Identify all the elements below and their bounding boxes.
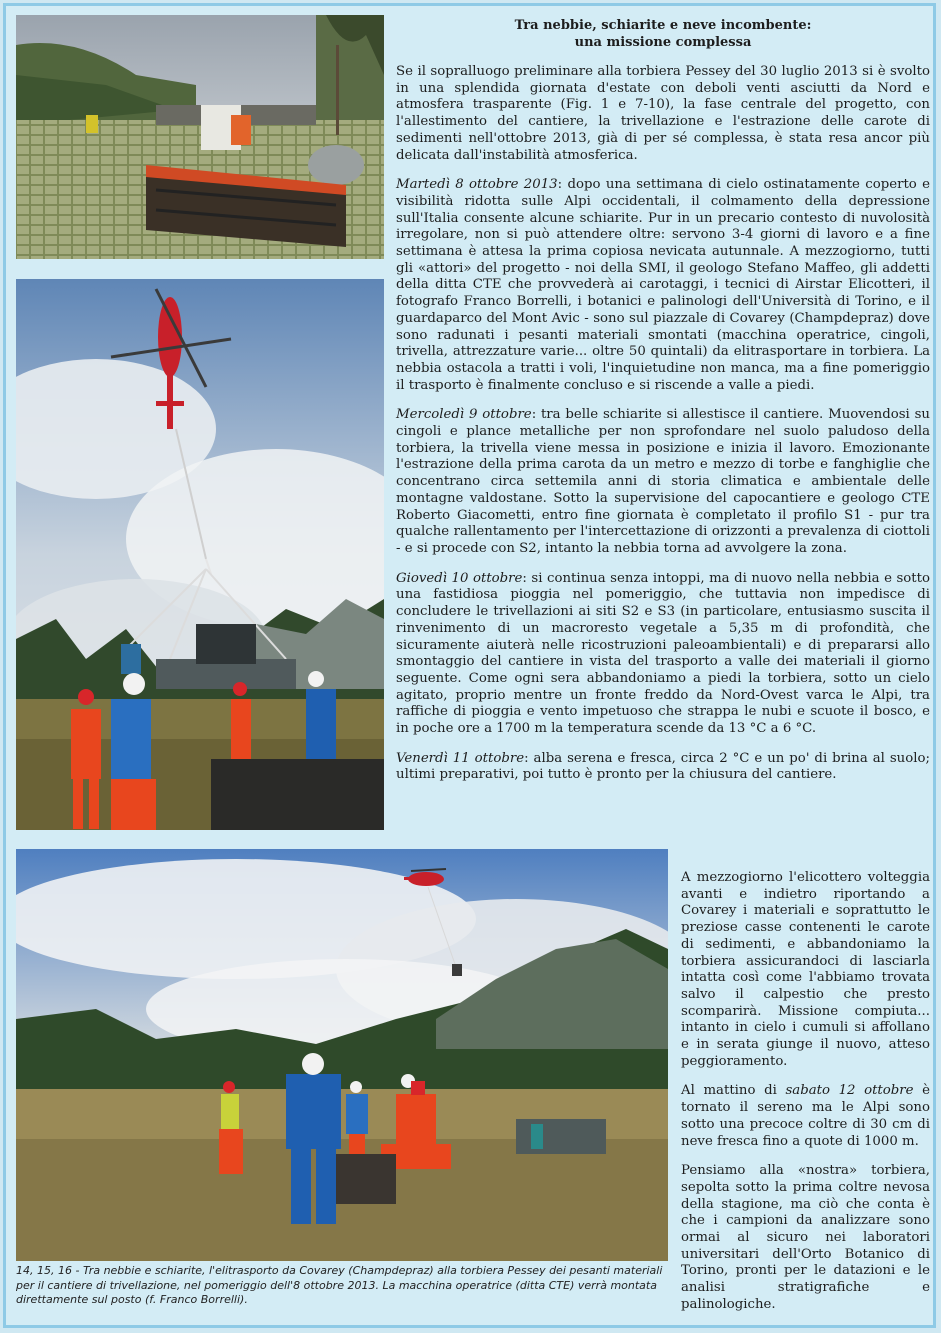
date-day1: Martedì 8 ottobre 2013: [396, 177, 558, 193]
date-day2: Mercoledì 9 ottobre: [396, 407, 532, 423]
photo-caption: 14, 15, 16 - Tra nebbie e schiarite, l'elitrasporto da Covarey (Champdepraz) alla torbiera Pessey dei pesanti materiali per il cantiere di trivellazione, nel pomeriggio dell'8 ottobre 2013. La macchina operatrice (ditta CTE) verrà montata direttamente sul posto (f. Franco Borrelli).: [16, 1264, 663, 1307]
paragraph-day5: [681, 1083, 930, 1150]
paragraph-closing: Pensiamo alla «nostra» torbiera, sepolta sotto la prima coltre nevosa della stagione, ma ciò che conta è che i campioni da analizzare sono ormai al sicuro nei laboratori universitari dell'Orto Botanico di Torino, pronti per le datazioni e le analisi stratigrafiche e palinologiche.: [681, 1163, 930, 1312]
text-day3: : si continua senza intoppi, ma di nuovo nella nebbia e sotto una fastidiosa pioggia nel pomeriggio, che tuttavia non impedisce di concludere le trivellazioni ai siti S2 e S3 (in particolare, entusiasmo suscita il rinvenimento di un macroresto vegetale a 5,35 m di profondità, che sicuramente aiuterà nelle ricostruzioni paleoambientali) e di prepararsi allo smontaggio del cantiere in vista del trasporto a valle dei materiali il giorno seguente. Come ogni sera abbandoniamo a piedi la torbiera, sotto un cielo agitato, proprio mentre un fronte freddo da Nord-Ovest varca le Alpi, tra raffiche di pioggia e vento impetuoso che strappa le nubi e scuote il bosco, e in poche ore a 1700 m la temperatura scende da 13 °C a 6 °C.: [396, 570, 931, 737]
text-day2: : tra belle schiarite si allestisce il cantiere. Muovendosi su cingoli e plance metalliche per non sprofondare nel suolo paludoso della torbiera, la trivella viene messa in posizione e inizia il lavoro. Emozionante l'estrazione della prima carota da un metro e mezzo di torbe e fanghiglie che concentrano circa settemila anni di storia climatica e ambientale delle montagne valdostane. Sotto la supervisione del capocantiere e geologo CTE Roberto Giacometti, entro fine giornata è completato il profilo S1 - pur tra qualche rallentamento per l'intercettazione di orizzonti a prevalenza di ciottoli - e si procede con S2, intanto la nebbia torna ad avvolgere la zona.: [396, 407, 930, 556]
paragraph-day4-continued: A mezzogiorno l'elicottero volteggia avanti e indietro riportando a Covarey i materiali e soprattutto le preziose casse contenenti le carote di sedimenti, e abbandoniamo la torbiera assicurandoci di lasciarla intatta così come l'abbiamo trovata salvo il calpestio che presto scomparirà. Missione compiuta... intanto in cielo i cumuli si affollano e in serata giunge il nuovo, atteso peggioramento.: [681, 870, 930, 1069]
photo-materials-plaza: [16, 15, 384, 259]
title-line-2: una missione complessa: [574, 35, 752, 50]
photo-helicopter-lift: [16, 279, 384, 830]
text-day1: : dopo una settimana di cielo ostinatamente coperto e visibilità ridotta sulle Alpi occidentali, il colmamento della depressione sull'Italia consente alcune schiarite. Pur in un precario contesto di nuvolosità irregolare, non si può attendere oltre: servono 3-4 giorni di lavoro e a fine settimana è attesa la prima copiosa nevicata autunnale. A mezzogiorno, tutti gli «attori» del progetto - noi della SMI, il geologo Stefano Maffeo, gli addetti della ditta CTE che provvederà ai carotaggi, i tecnici di Airstar Elicotteri, il fotografo Franco Borrelli, i botanici e palinologi dell'Università di Torino, e il guardaparco del Mont Avic - sono sul piazzale di Covarey (Champdepraz) dove sono radunati i pesanti materiali smontati (macchina operatrice, cingoli, trivella, attrezzature varie... oltre 50 quintali) da elitrasportare in torbiera. La nebbia ostacola a tratti i voli, l'inquietudine non manca, ma a fine pomeriggio il trasporto è finalmente concluso e si riscende a valle a piedi.: [396, 177, 930, 393]
text-day5: è tornato il sereno ma le Alpi sono sotto una precoce coltre di 30 cm di neve fresca fino a quote di 1000 m.: [681, 1083, 930, 1149]
paragraph-day2: [396, 407, 930, 557]
text-day5-prefix: Al mattino di: [681, 1083, 786, 1099]
date-day5: sabato 12 ottobre: [785, 1083, 914, 1099]
photo-meadow-workers: [16, 849, 668, 1261]
article-title: [396, 17, 930, 51]
article-column-right: [396, 64, 930, 797]
title-line-1: Tra nebbie, schiarite e neve incombente:: [514, 18, 812, 33]
date-day3: Giovedì 10 ottobre: [396, 570, 523, 586]
paragraph-day4-start: [396, 751, 930, 784]
article-column-narrow: [681, 870, 930, 1327]
paragraph-day1: [396, 177, 930, 394]
paragraph-intro: Se il sopralluogo preliminare alla torbiera Pessey del 30 luglio 2013 si è svolto in una splendida giornata d'estate con deboli venti asciutti da Nord e atmosfera trasparente (Fig. 1 e 7-10), la fase centrale del progetto, con l'allestimento del cantiere, la trivellazione e l'estrazione delle carote di sedimenti nell'ottobre 2013, già di per sé complessa, è stata resa ancor più delicata dall'instabilità atmosferica.: [396, 64, 930, 163]
date-day4: Venerdì 11 ottobre: [396, 750, 525, 766]
paragraph-day3: [396, 571, 930, 738]
text-day4-a: : alba serena e fresca, circa 2 °C e un po' di brina al suolo; ultimi preparativi, poi tutto è pronto per la chiusura del cantiere.: [396, 750, 930, 783]
